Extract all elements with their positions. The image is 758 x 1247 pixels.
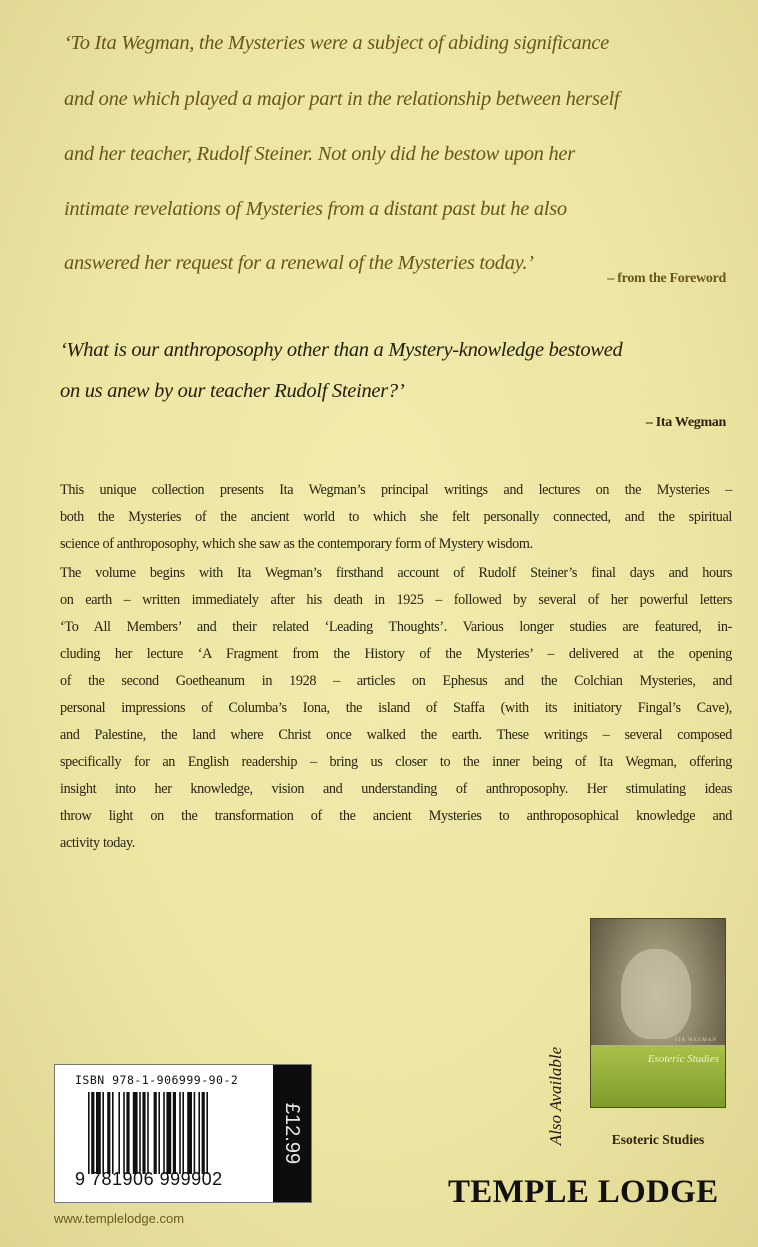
body-line: and Palestine, the land where Christ once walked the earth. These writings – several composed [60,727,732,743]
cover-author: ITA WEGMAN [675,1038,717,1043]
barcode-bar [88,1092,90,1174]
barcode-bar [112,1092,114,1174]
barcode-bar [187,1092,192,1174]
wegman-attribution: – Ita Wegman [645,415,726,430]
also-available-label: Also Available [546,1046,565,1146]
body-line: activity today. [60,835,135,851]
body-line: personal impressions of Columba’s Iona, the island of Staffa (with its initiatory Fingal’s Cave), [60,700,732,716]
ean-digits: 9 781906 999902 [75,1169,223,1189]
barcode-bar [107,1092,110,1174]
barcode-bar [147,1092,149,1174]
barcode-bar [91,1092,94,1174]
body-line: throw light on the transformation of the ancient Mysteries to anthroposophical knowledge and [60,808,732,824]
body-line: cluding her lecture ‘A Fragment from the History of the Mysteries’ – delivered at the opening [60,646,732,662]
barcode-bar [142,1092,145,1174]
barcode-bar [139,1092,141,1174]
also-available-cover-image [590,918,726,1108]
barcode-bar [206,1092,208,1174]
barcode-bar [102,1092,104,1174]
quote-line: and her teacher, Rudolf Steiner. Not only did he bestow upon her [64,143,575,165]
barcode-bar [182,1092,184,1174]
body-line: of the second Goetheanum in 1928 – articles on Ephesus and the Colchian Mysteries, and [60,673,732,689]
body-line: ‘To All Members’ and their related ‘Leading Thoughts’. Various longer studies are featured, in- [60,619,732,635]
body-line: insight into her knowledge, vision and understanding of anthroposophy. Her stimulating ideas [60,781,732,797]
price-label: £12.99 [281,1102,304,1165]
quote-line: and one which played a major part in the relationship between herself [64,88,620,110]
quote-line: intimate revelations of Mysteries from a distant past but he also [64,198,567,220]
body-line: science of anthroposophy, which she saw as the contemporary form of Mystery wisdom. [60,536,533,552]
barcode-bar [179,1092,181,1174]
barcode-bar [123,1092,125,1174]
body-line: This unique collection presents Ita Wegman’s principal writings and lectures on the Mysteries – [60,482,732,498]
barcode-bar [154,1092,157,1174]
barcode-bar [96,1092,101,1174]
barcode-bar [158,1092,160,1174]
barcode-bar [133,1092,138,1174]
foreword-attribution: – from the Foreword [607,271,726,286]
body-line: on earth – written immediately after his death in 1925 – followed by several of her powerful letters [60,592,732,608]
body-line: both the Mysteries of the ancient world to which she felt personally connected, and the spiritual [60,509,732,525]
barcode-block [54,1064,312,1203]
quote-line: on us anew by our teacher Rudolf Steiner?’ [60,380,405,402]
barcode-bars [88,1092,258,1174]
barcode-bar [198,1092,200,1174]
barcode-bar [202,1092,205,1174]
cover-title: Esoteric Studies [647,1053,719,1065]
barcode-bar [163,1092,165,1174]
quote-line: answered her request for a renewal of the Mysteries today.’ [64,252,534,274]
isbn-text: ISBN 978-1-906999-90-2 [75,1073,239,1087]
body-line: specifically for an English readership – bring us closer to the inner being of Ita Wegman, offering [60,754,732,770]
also-available-title: Esoteric Studies [611,1132,705,1147]
barcode-bar [194,1092,196,1174]
publisher-logo: TEMPLE LODGE [448,1174,719,1210]
barcode-bar [126,1092,129,1174]
body-line: The volume begins with Ita Wegman’s firsthand account of Rudolf Steiner’s final days and hours [60,565,732,581]
portrait [621,949,691,1039]
quote-line: ‘What is our anthroposophy other than a Mystery-knowledge bestowed [60,339,623,361]
barcode-bar [166,1092,171,1174]
barcode-bar [118,1092,120,1174]
website-url: www.templelodge.com [54,1211,185,1226]
barcode-bar [173,1092,176,1174]
quote-line: ‘To Ita Wegman, the Mysteries were a subject of abiding significance [64,32,609,54]
